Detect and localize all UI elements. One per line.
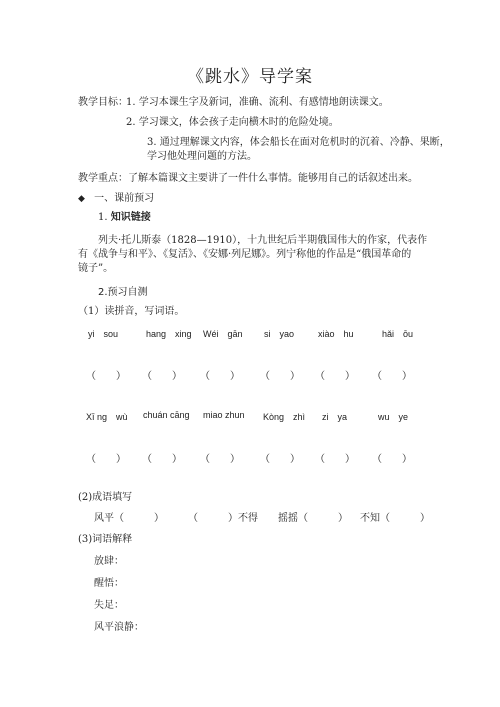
vocab-term: 醒悟： <box>94 578 124 589</box>
pinyin-item: Wéi gān <box>203 329 243 339</box>
idiom-blank[interactable]: 摇摇（ ） <box>278 513 348 524</box>
pinyin-item: miao zhun <box>203 410 245 420</box>
objective-1: 1. 学习本课生字及新词，准确、流利、有感情地朗读课文。 <box>126 97 389 108</box>
objective-2: 2. 学习课文，体会孩子走向横木时的危险处境。 <box>126 117 339 128</box>
answer-blank[interactable]: （ ） <box>315 454 355 465</box>
pinyin-item: zi ya <box>322 412 348 422</box>
knowledge-line-3: 镜子”。 <box>78 263 114 274</box>
answer-blank[interactable]: （ ） <box>372 371 412 382</box>
answer-blank[interactable]: （ ） <box>142 454 182 465</box>
diamond-bullet-icon: ◆ <box>78 194 85 204</box>
idiom-blank[interactable]: 不知（ ） <box>360 513 430 524</box>
pinyin-item: Kòng zhì <box>263 412 306 422</box>
pinyin-item: Xī ng wù <box>86 412 128 422</box>
preview-q3: (3)词语解释 <box>78 534 133 545</box>
vocab-term: 放肆： <box>94 556 124 567</box>
knowledge-heading-number: 1. <box>98 212 108 223</box>
answer-blank[interactable]: （ ） <box>372 454 412 465</box>
preview-q1: （1）读拼音，写词语。 <box>78 306 185 317</box>
preview-q2: (2)成语填写 <box>78 492 133 503</box>
pinyin-item: wu ye <box>378 412 409 422</box>
idiom-blank[interactable]: 风平（ ） <box>94 513 164 524</box>
objective-3-line1: 3. 通过理解课文内容，体会船长在面对危机时的沉着、冷静、果断， <box>147 137 450 148</box>
knowledge-heading-label: 知识链接 <box>110 212 151 223</box>
pinyin-item: yi sou <box>88 329 119 339</box>
answer-blank[interactable]: （ ） <box>142 371 182 382</box>
pinyin-item: si yao <box>264 329 295 339</box>
answer-blank[interactable]: （ ） <box>86 371 126 382</box>
page-title: 《跳水》导学案 <box>187 67 313 87</box>
idiom-blank[interactable]: （ ）不得 <box>188 513 258 524</box>
section-1-header <box>78 192 154 206</box>
answer-blank[interactable]: （ ） <box>200 454 240 465</box>
answer-blank[interactable]: （ ） <box>86 454 126 465</box>
knowledge-line-2: 有《战争与和平》、《复活》、《安娜·列尼娜》。列宁称他的作品是“俄国革命的 <box>78 249 412 260</box>
objectives-label: 教学目标： <box>78 97 128 108</box>
section-1-label: 一、课前预习 <box>94 193 155 204</box>
answer-blank[interactable]: （ ） <box>260 371 300 382</box>
preview-heading: 2.预习自测 <box>98 287 148 298</box>
vocab-term: 风平浪静： <box>94 622 144 633</box>
vocab-term: 失足： <box>94 600 124 611</box>
pinyin-item: hǎi ōu <box>382 329 414 339</box>
pinyin-item: chuán cāng <box>143 410 190 420</box>
pinyin-item: xiào hu <box>318 329 354 339</box>
objective-3-line2: 学习他处理问题的方法。 <box>147 151 257 162</box>
pinyin-item: hang xing <box>146 329 192 339</box>
answer-blank[interactable]: （ ） <box>315 371 355 382</box>
teaching-focus: 教学重点：了解本篇课文主要讲了一件什么事情。能够用自己的话叙述出来。 <box>78 173 418 184</box>
answer-blank[interactable]: （ ） <box>260 454 300 465</box>
answer-blank[interactable]: （ ） <box>200 371 240 382</box>
knowledge-line-1: 列夫·托儿斯泰（1828—1910），十九世纪后半期俄国伟大的作家，代表作 <box>98 235 428 246</box>
knowledge-heading <box>98 211 151 225</box>
